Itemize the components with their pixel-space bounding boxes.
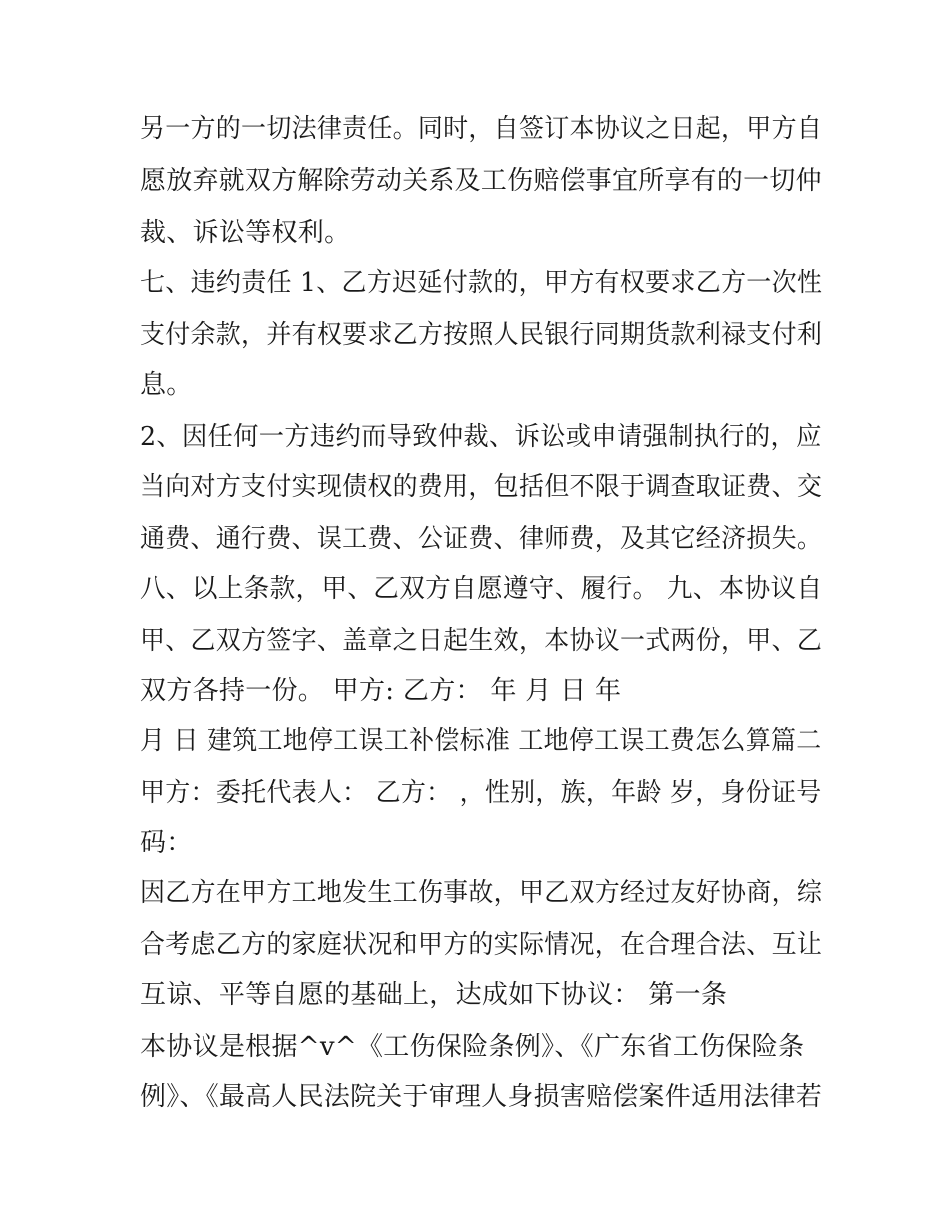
text-line: 息。	[140, 370, 193, 400]
text-line: 愿放弃就双方解除劳动关系及工伤赔偿事宜所享有的一切仲	[140, 166, 822, 196]
text-line: 通费、通行费、误工费、公证费、律师费，及其它经济损失。	[140, 524, 823, 554]
text-line: 甲方：委托代表人： 乙方： ，性别，族，年龄 岁，身份证号	[140, 778, 822, 808]
text-line: 因乙方在甲方工地发生工伤事故，甲乙双方经过友好协商，综	[140, 878, 823, 908]
text-line: 八、以上条款，甲、乙双方自愿遵守、履行。 九、本协议自	[140, 574, 823, 604]
text-line: 甲、乙双方签字、盖章之日起生效，本协议一式两份，甲、乙	[140, 626, 823, 656]
text-line: 七、违约责任 1、乙方迟延付款的，甲方有权要求乙方一次性	[140, 268, 823, 298]
text-line: 2、因任何一方违约而导致仲裁、诉讼或申请强制执行的，应	[140, 422, 822, 452]
text-line: 本协议是根据^v^《工伤保险条例》、《广东省工伤保险条	[140, 1032, 805, 1062]
text-line: 合考虑乙方的家庭状况和甲方的实际情况，在合理合法、互让	[140, 930, 823, 960]
text-line: 支付余款，并有权要求乙方按照人民银行同期货款利禄支付利	[140, 320, 823, 350]
text-line: 互谅、平等自愿的基础上，达成如下协议： 第一条	[140, 980, 728, 1010]
text-line: 双方各持一份。 甲方: 乙方： 年 月 日 年	[140, 676, 622, 706]
text-line: 码：	[140, 828, 193, 858]
text-line: 裁、诉讼等权利。	[140, 218, 351, 248]
text-line: 月 日 建筑工地停工误工补偿标准 工地停工误工费怎么算篇二	[140, 726, 822, 756]
text-line: 例》、《最高人民法院关于审理人身损害赔偿案件适用法律若	[140, 1082, 823, 1112]
text-line: 另一方的一切法律责任。同时，自签订本协议之日起，甲方自	[140, 114, 823, 144]
text-line: 当向对方支付实现债权的费用，包括但不限于调查取证费、交	[140, 472, 823, 502]
